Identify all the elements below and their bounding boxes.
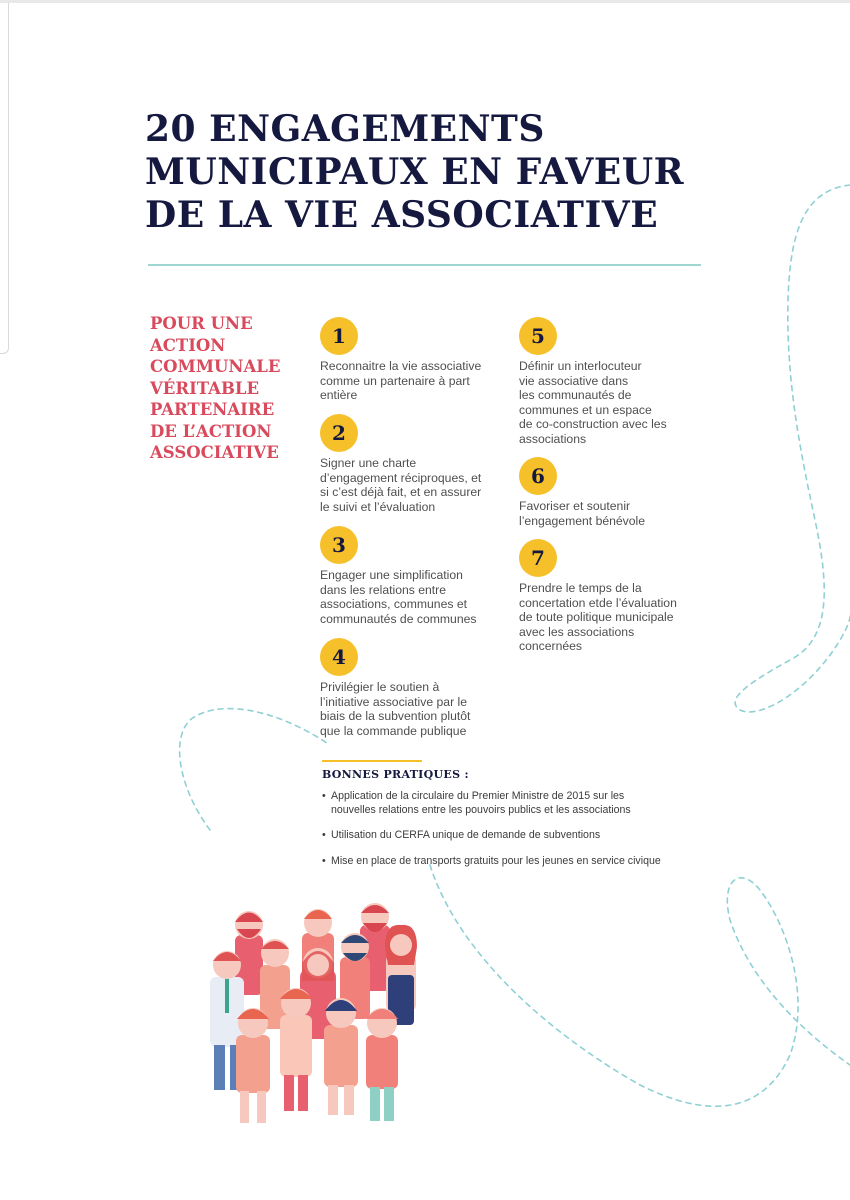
subtitle-line: DE L’ACTION [150, 421, 272, 441]
engagement-text-line: communes et un espace [519, 402, 652, 417]
engagement-text-line: concertation etde l’évaluation [519, 595, 677, 610]
engagement-text-line: d’engagement réciproques, et [320, 470, 482, 485]
person-figure [324, 998, 358, 1115]
dashed-curve-left [180, 709, 330, 830]
engagement-text-line: si c’est déjà fait, et en assurer [320, 485, 482, 500]
engagement-text-line: communautés de communes [320, 611, 477, 626]
engagement-text-line: de toute politique municipale [519, 610, 674, 625]
subtitle-line: PARTENAIRE [150, 400, 275, 419]
engagement-text [320, 568, 510, 626]
people-group-illustration [190, 895, 440, 1140]
engagement-number-badge: 2 [320, 414, 358, 452]
engagement-text-line: Favoriser et soutenir [519, 499, 631, 513]
page-title [145, 108, 765, 237]
person-figure [280, 988, 312, 1111]
bonnes-pratiques-line: nouvelles relations entre les pouvoirs publics et les associations [331, 803, 631, 816]
engagement-text-line: associations, communes et [320, 597, 467, 612]
subtitle-line: POUR UNE [150, 314, 253, 333]
engagement-text-line: les communautés de [519, 388, 632, 403]
engagement-text [519, 581, 709, 654]
engagement-text-line: le suivi et l’évaluation [320, 499, 436, 514]
subtitle-line: ACTION [150, 335, 226, 355]
bonnes-pratiques-line: • Utilisation du CERFA unique de demande de subventions [331, 829, 601, 841]
engagement-number-badge: 6 [519, 457, 557, 495]
engagement-text-line: comme un partenaire à part [320, 373, 470, 388]
bonnes-pratiques-line: • Mise en place de transports gratuits pour les jeunes en service civique [331, 854, 661, 867]
engagement-text-line: concernées [519, 639, 583, 654]
engagement-text [519, 499, 709, 528]
engagement-text-line: Reconnaitre la vie associative [320, 359, 482, 373]
engagement-text-line: Prendre le temps de la [519, 581, 642, 595]
engagement-text [320, 680, 510, 738]
bonnes-pratiques-title: BONNES PRATIQUES : [322, 768, 469, 781]
engagement-text-line: Définir un interlocuteur [519, 359, 642, 373]
engagement-text-line: Engager une simplification [320, 568, 463, 582]
engagement-item [320, 317, 510, 403]
engagement-number-badge: 7 [519, 539, 557, 577]
engagement-text-line: de co-construction avec les [519, 417, 667, 432]
engagement-text-line: Privilégier le soutien à [320, 680, 440, 694]
engagement-number-badge: 1 [320, 317, 358, 355]
engagement-item [519, 539, 709, 654]
engagement-number-badge: 4 [320, 638, 358, 676]
subtitle-line: ASSOCIATIVE [150, 443, 279, 462]
bonnes-pratiques-line: • Application de la circulaire du Premier Ministre de 2015 sur les [331, 790, 625, 802]
section-subtitle [150, 313, 300, 464]
subtitle-line: VÉRITABLE [150, 378, 260, 398]
engagement-item [519, 457, 709, 528]
engagement-text-line: dans les relations entre [320, 582, 447, 597]
engagement-item [320, 638, 510, 738]
title-line: MUNICIPAUX EN FAVEUR [145, 151, 685, 193]
title-line: 20 ENGAGEMENTS [145, 108, 545, 150]
engagement-text-line: vie associative dans [519, 373, 629, 388]
dashed-curve-bottom [430, 865, 850, 1106]
bonnes-pratiques-item [322, 855, 722, 869]
engagement-text [519, 359, 709, 447]
engagement-text-line: avec les associations [519, 624, 635, 639]
person-figure [236, 1008, 270, 1123]
engagement-text-line: entière [320, 388, 358, 403]
title-line: DE LA VIE ASSOCIATIVE [145, 194, 659, 236]
engagement-text-line: l’initiative associative par le [320, 694, 467, 709]
engagement-text-line: associations [519, 431, 587, 446]
dashed-curve-right [735, 185, 850, 712]
engagement-item [519, 317, 709, 447]
engagement-item [320, 526, 510, 626]
engagement-text-line: l’engagement bénévole [519, 513, 646, 528]
bonnes-pratiques-divider [322, 760, 422, 762]
title-divider [148, 264, 701, 266]
engagement-text-line: Signer une charte [320, 456, 417, 470]
engagement-text-line: biais de la subvention plutôt [320, 709, 471, 724]
engagement-text [320, 456, 510, 514]
engagement-text [320, 359, 510, 403]
engagement-number-badge: 5 [519, 317, 557, 355]
engagement-number-badge: 3 [320, 526, 358, 564]
bonnes-pratiques-list [322, 790, 722, 880]
bonnes-pratiques-item [322, 829, 722, 843]
subtitle-line: COMMUNALE [150, 357, 281, 376]
engagement-text-line: que la commande publique [320, 723, 467, 738]
engagement-item [320, 414, 510, 514]
person-figure [385, 925, 417, 1025]
bonnes-pratiques-item [322, 790, 722, 817]
person-figure [366, 1008, 398, 1121]
